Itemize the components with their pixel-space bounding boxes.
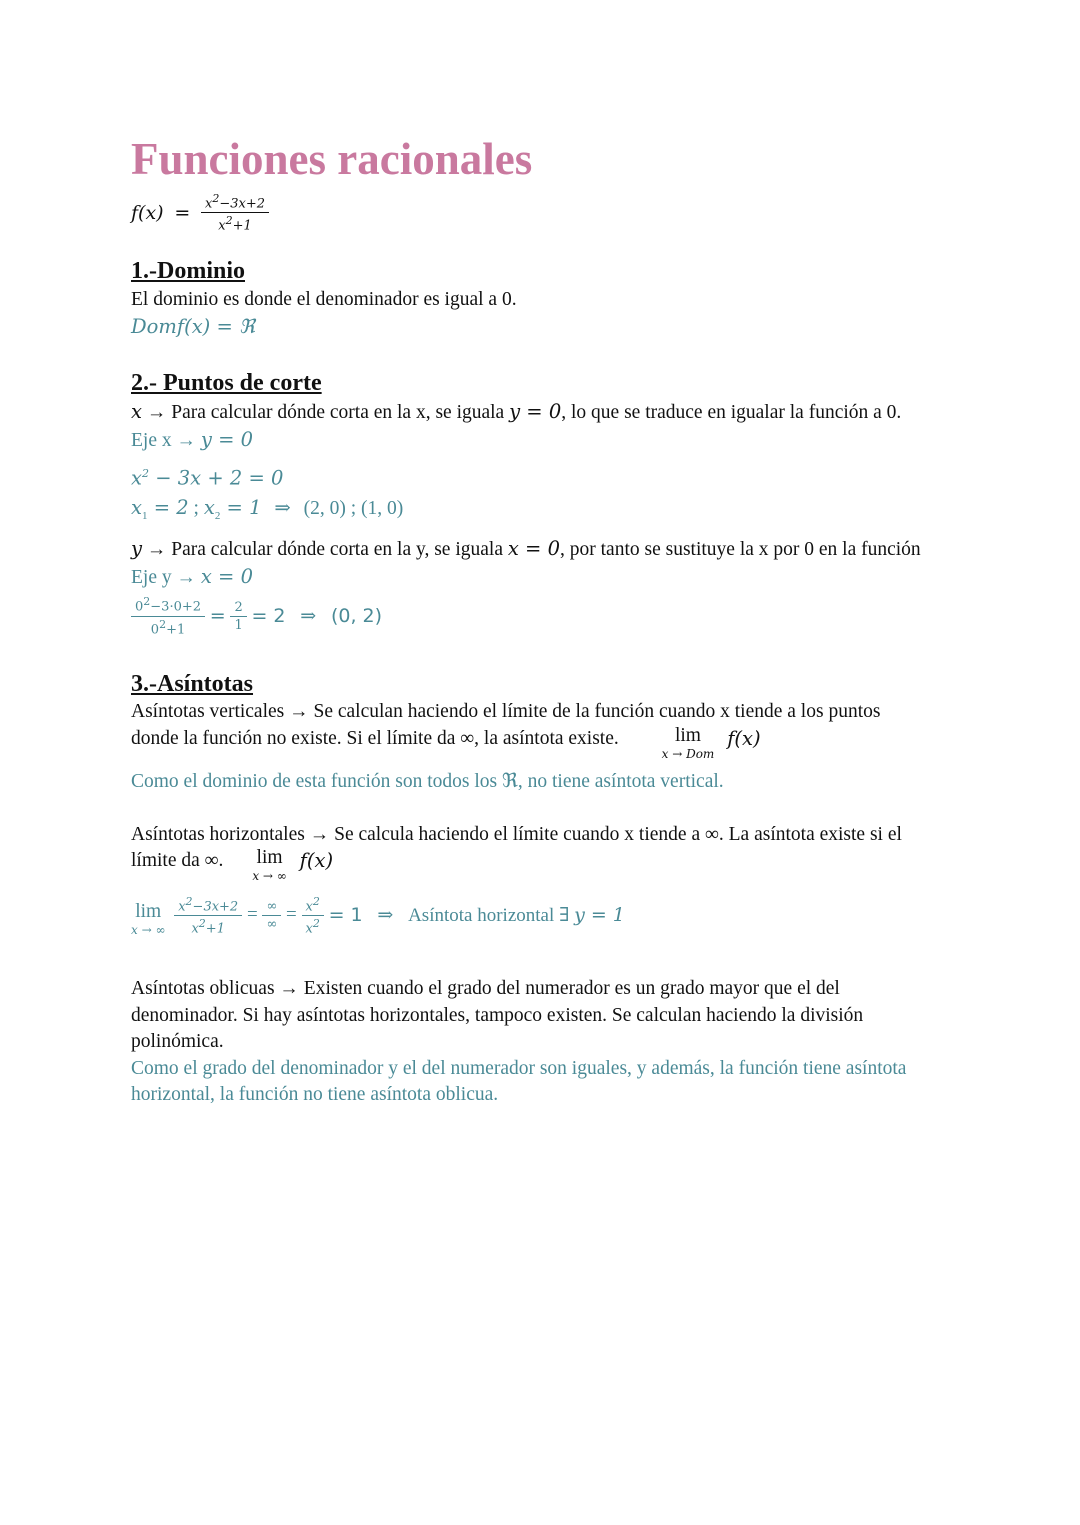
fraction-numerator: $x^2-3x+2$ xyxy=(201,192,269,213)
section-dominio xyxy=(131,256,961,340)
x-intercept-points: (2, 0) ; (1, 0) xyxy=(303,497,404,519)
x-intercept-explanation: x → Para calcular dónde corta en la x, se iguala y = 0, lo que se traduce en igualar la función a 0. xyxy=(131,400,902,423)
calc-fraction: $\frac{0^2-3\cdot 0+2}{0^2+1}$ xyxy=(131,595,205,637)
vertical-asymptote-text: Asíntotas verticales → Se calculan haciendo el límite de la función cuando x tiende a los puntos donde la función no existe. Si el límite da ∞, la asíntota existe. lim x → Dom f(x) xyxy=(131,701,881,761)
y-intercept-point: (0, 2) xyxy=(330,605,383,628)
section-puntos-de-corte xyxy=(131,368,961,639)
y-calculation: $\frac{0^2-3\cdot 0+2}{0^2+1}$ = $\frac{2}{1}$ = 2 ⇒ (0, 2) xyxy=(131,595,961,639)
horizontal-asymptote-calculation: lim x → ∞ $\frac{x^2-3x+2}{x^2+1}$ = $\frac{\infty}{\infty}$ = $\frac{x^2}{x^2}$ = 1 ⇒ Asíntota horizontal ∃ y = 1 xyxy=(131,894,625,938)
page-title: Funciones racionales xyxy=(131,134,533,184)
fraction-denominator: $x^2+1$ xyxy=(218,214,252,234)
horizontal-limit: lim x → ∞ xyxy=(252,847,287,884)
section-heading-puntos: 2.- Puntos de corte xyxy=(131,370,322,396)
dominio-text: El dominio es donde el denominador es igual a 0. xyxy=(131,289,517,310)
dominio-result: Domf(x) = ℜ xyxy=(131,315,255,338)
vertical-asymptote-result: Como el dominio de esta función son todos los ℜ, no tiene asíntota vertical. xyxy=(131,770,724,792)
section-asintotas xyxy=(131,669,961,1109)
calc-fraction-2: $\frac{2}{1}$ xyxy=(230,600,246,633)
eje-x-condition: Eje x → y = 0 xyxy=(131,428,254,451)
x-solutions: $x_1 = 2$ ; $x_2 = 1$ ⇒ (2, 0) ; (1, 0) xyxy=(131,495,404,522)
eje-y-condition: Eje y → x = 0 xyxy=(131,565,253,589)
equals-sign: = xyxy=(174,201,191,224)
y-intercept-explanation: y → Para calcular dónde corta en la y, se iguala x = 0, por tanto se sustituye la x por 0 en la función xyxy=(131,537,921,561)
function-fraction xyxy=(201,192,269,234)
x-equation: $x^2 - 3x + 2 = 0$ xyxy=(131,466,284,490)
hcalc-limit: lim x → ∞ xyxy=(131,901,166,938)
section-heading-asintotas: 3.-Asíntotas xyxy=(131,671,254,698)
oblique-asymptote-text: Asíntotas oblicuas → Existen cuando el grado del numerador es un grado mayor que el del denominador. Si hay asíntotas horizontales, tampoco existen. Se calculan haciendo la división polinómica. xyxy=(131,978,864,1053)
horizontal-asymptote-conclusion: Asíntota horizontal ∃ y = 1 xyxy=(408,903,625,926)
function-definition xyxy=(131,192,961,232)
horizontal-asymptote-text: Asíntotas horizontales → Se calcula haciendo el límite cuando x tiende a ∞. La asíntota existe si el límite da ∞. lim x → ∞ f(x) xyxy=(131,823,902,884)
vertical-limit: lim x → Dom xyxy=(661,724,715,761)
function-lhs: f(x) xyxy=(131,201,164,224)
section-heading-dominio: 1.-Dominio xyxy=(131,258,245,284)
oblique-asymptote-result: Como el grado del denominador y el del numerador son iguales, y además, la función tiene asíntota horizontal, la función no tiene asíntota oblicua. xyxy=(131,1057,907,1106)
document-page xyxy=(131,128,961,1109)
